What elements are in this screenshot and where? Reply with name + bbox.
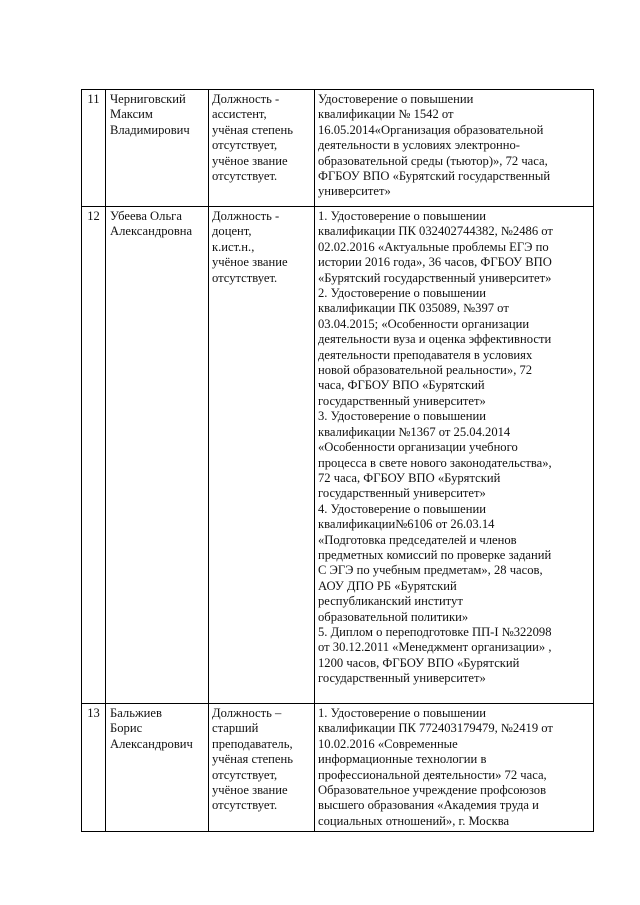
- employee-position: Должность - доцент, к.ист.н., учёное звание отсутствует.: [209, 207, 315, 704]
- staff-qualification-table: [81, 89, 594, 832]
- employee-name: Убеева Ольга Александровна: [106, 207, 209, 704]
- table-row: [82, 90, 594, 207]
- employee-name: Бальжиев Борис Александрович: [106, 704, 209, 832]
- employee-qualification: Удостоверение о повышении квалификации № 1542 от 16.05.2014«Организация образовательной деятельности в условиях электронно- образовательной среды (тьютор)», 72 часа, ФГБОУ ВПО «Бурятский государственный университет»: [315, 90, 594, 207]
- row-number: 13: [82, 704, 106, 832]
- employee-position: Должность - ассистент, учёная степень отсутствует, учёное звание отсутствует.: [209, 90, 315, 207]
- table-row: [82, 704, 594, 832]
- row-number: 12: [82, 207, 106, 704]
- row-number: 11: [82, 90, 106, 207]
- table-row: [82, 207, 594, 704]
- employee-position: Должность – старший преподаватель, учёная степень отсутствует, учёное звание отсутствует.: [209, 704, 315, 832]
- employee-qualification: 1. Удостоверение о повышении квалификации ПК 772403179479, №2419 от 10.02.2016 «Современные информационные технологии в профессиональной деятельности» 72 часа, Образовательное учреждение профсоюзов высшего образования «Академия труда и социальных отношений», г. Москва: [315, 704, 594, 832]
- employee-qualification: 1. Удостоверение о повышении квалификации ПК 032402744382, №2486 от 02.02.2016 «Актуальные проблемы ЕГЭ по истории 2016 года», 36 часов, ФГБОУ ВПО «Бурятский государственный университет» 2. Удостоверение о повышении квалификации ПК 035089, №397 от 03.04.2015; «Особенности организации деятельности вуза и оценка эффективности деятельности преподавателя в условиях новой образовательной реальности», 72 часа, ФГБОУ ВПО «Бурятский государственный университет» 3. Удостоверение о повышении квалификации №1367 от 25.04.2014 «Особенности организации учебного процесса в свете нового законодательства», 72 часа, ФГБОУ ВПО «Бурятский государственный университет» 4. Удостоверение о повышении квалификации№6106 от 26.03.14 «Подготовка председателей и членов предметных комиссий по проверке заданий С ЭГЭ по учебным предметам», 28 часов, АОУ ДПО РБ «Бурятский республиканский институт образовательной политики» 5. Диплом о переподготовке ПП-I №322098 от 30.12.2011 «Менеджмент организации» , 1200 часов, ФГБОУ ВПО «Бурятский государственный университет»: [315, 207, 594, 704]
- employee-name: Черниговский Максим Владимирович: [106, 90, 209, 207]
